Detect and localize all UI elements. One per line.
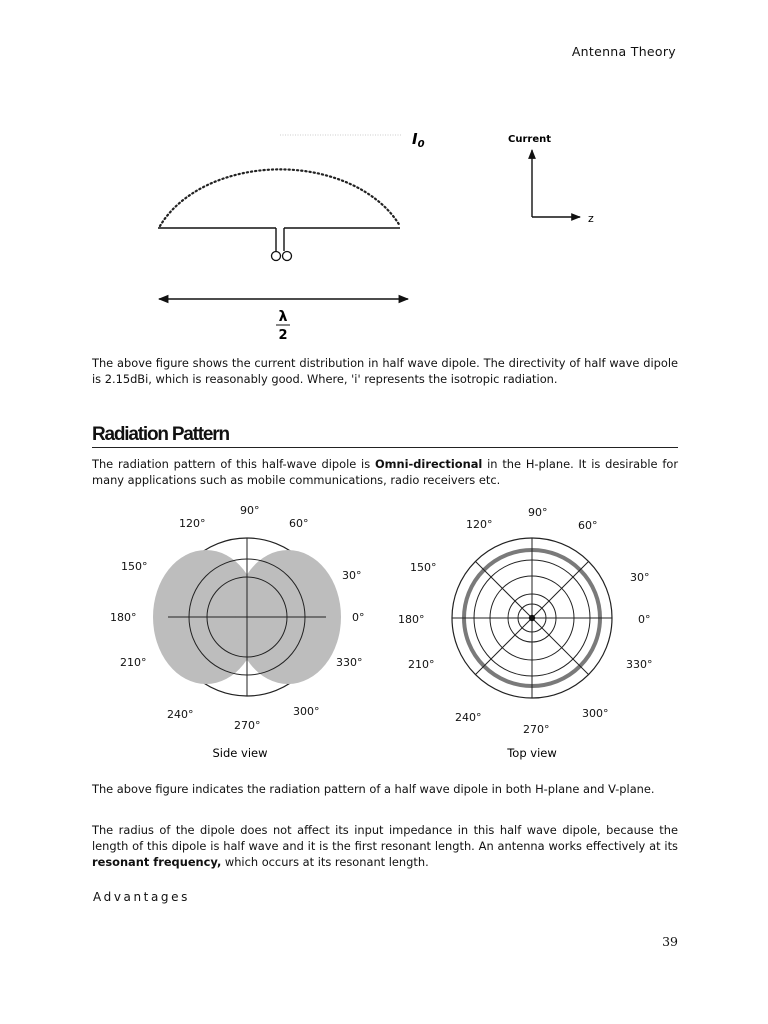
top-view-caption: Top view <box>507 746 557 760</box>
emphasis-omni-directional: Omni-directional <box>374 457 483 471</box>
angle-label: 120° <box>179 517 206 530</box>
radiation-pattern-figure <box>100 500 670 770</box>
angle-label: 150° <box>410 561 437 574</box>
paragraph-current-distribution: The above figure shows the current distribution in half wave dipole. The directivity of half wave dipole is 2.15dBi, which is reasonably good. Where, 'i' represents the isotropic radiation. <box>92 356 678 386</box>
angle-label: 270° <box>234 719 261 732</box>
angle-label: 0° <box>352 611 365 624</box>
length-denominator: 2 <box>278 328 288 343</box>
side-view-plot <box>153 538 341 696</box>
center-dot <box>529 615 535 621</box>
angle-label: 300° <box>582 707 609 720</box>
peak-current-symbol: I <box>412 130 418 148</box>
angle-label: 60° <box>578 519 598 532</box>
side-view-caption: Side view <box>212 746 268 760</box>
angle-label: 180° <box>110 611 137 624</box>
page-number: 39 <box>662 934 678 949</box>
length-numerator: λ <box>278 309 288 325</box>
advantages-heading: Advantages <box>93 890 190 904</box>
angle-label: 120° <box>466 518 493 531</box>
angle-label: 180° <box>398 613 425 626</box>
current-axis-label: Current <box>508 134 552 145</box>
angle-label: 240° <box>455 711 482 724</box>
feed-terminal-left <box>272 252 281 261</box>
angle-label: 210° <box>120 656 147 669</box>
angle-label: 30° <box>342 569 362 582</box>
text-run: The radiation pattern of this half-wave dipole is <box>92 457 375 471</box>
angle-label: 270° <box>523 723 550 736</box>
z-axis-label: z <box>588 212 594 225</box>
emphasis-resonant-frequency: resonant frequency, <box>92 855 222 869</box>
text-run: which occurs at its resonant length. <box>221 855 429 869</box>
angle-label: 300° <box>293 705 320 718</box>
angle-label: 30° <box>630 571 650 584</box>
top-view-plot <box>452 538 612 698</box>
peak-current-subscript: 0 <box>417 139 425 150</box>
angle-label: 90° <box>528 506 548 519</box>
paragraph-pattern-description: The above figure indicates the radiation pattern of a half wave dipole in both H-plane and V-plane. <box>92 782 655 796</box>
angle-label: 150° <box>121 560 148 573</box>
section-heading: Radiation Pattern <box>92 424 678 448</box>
angle-label: 330° <box>626 658 653 671</box>
header-title: Antenna Theory <box>571 44 676 59</box>
current-distribution-curve <box>160 169 400 226</box>
feed-terminal-right <box>283 252 292 261</box>
angle-label: 330° <box>336 656 363 669</box>
paragraph-radiation-intro <box>92 456 678 488</box>
angle-label: 90° <box>240 504 260 517</box>
text-run: The radius of the dipole does not affect its input impedance in this half wave dipole, because the length of this dipole is half wave and it is the first resonant length. An antenna works effectively at its <box>92 823 678 853</box>
peak-current-label <box>412 130 425 150</box>
angle-label: 0° <box>638 613 651 626</box>
angle-label: 60° <box>289 517 309 530</box>
current-distribution-figure <box>140 118 610 348</box>
text-run: in the H-plane. It is desirable for many applications such as mobile communications, radio receivers etc. <box>92 457 679 487</box>
angle-label: 240° <box>167 708 194 721</box>
paragraph-resonant-length <box>92 822 678 870</box>
angle-label: 210° <box>408 658 435 671</box>
